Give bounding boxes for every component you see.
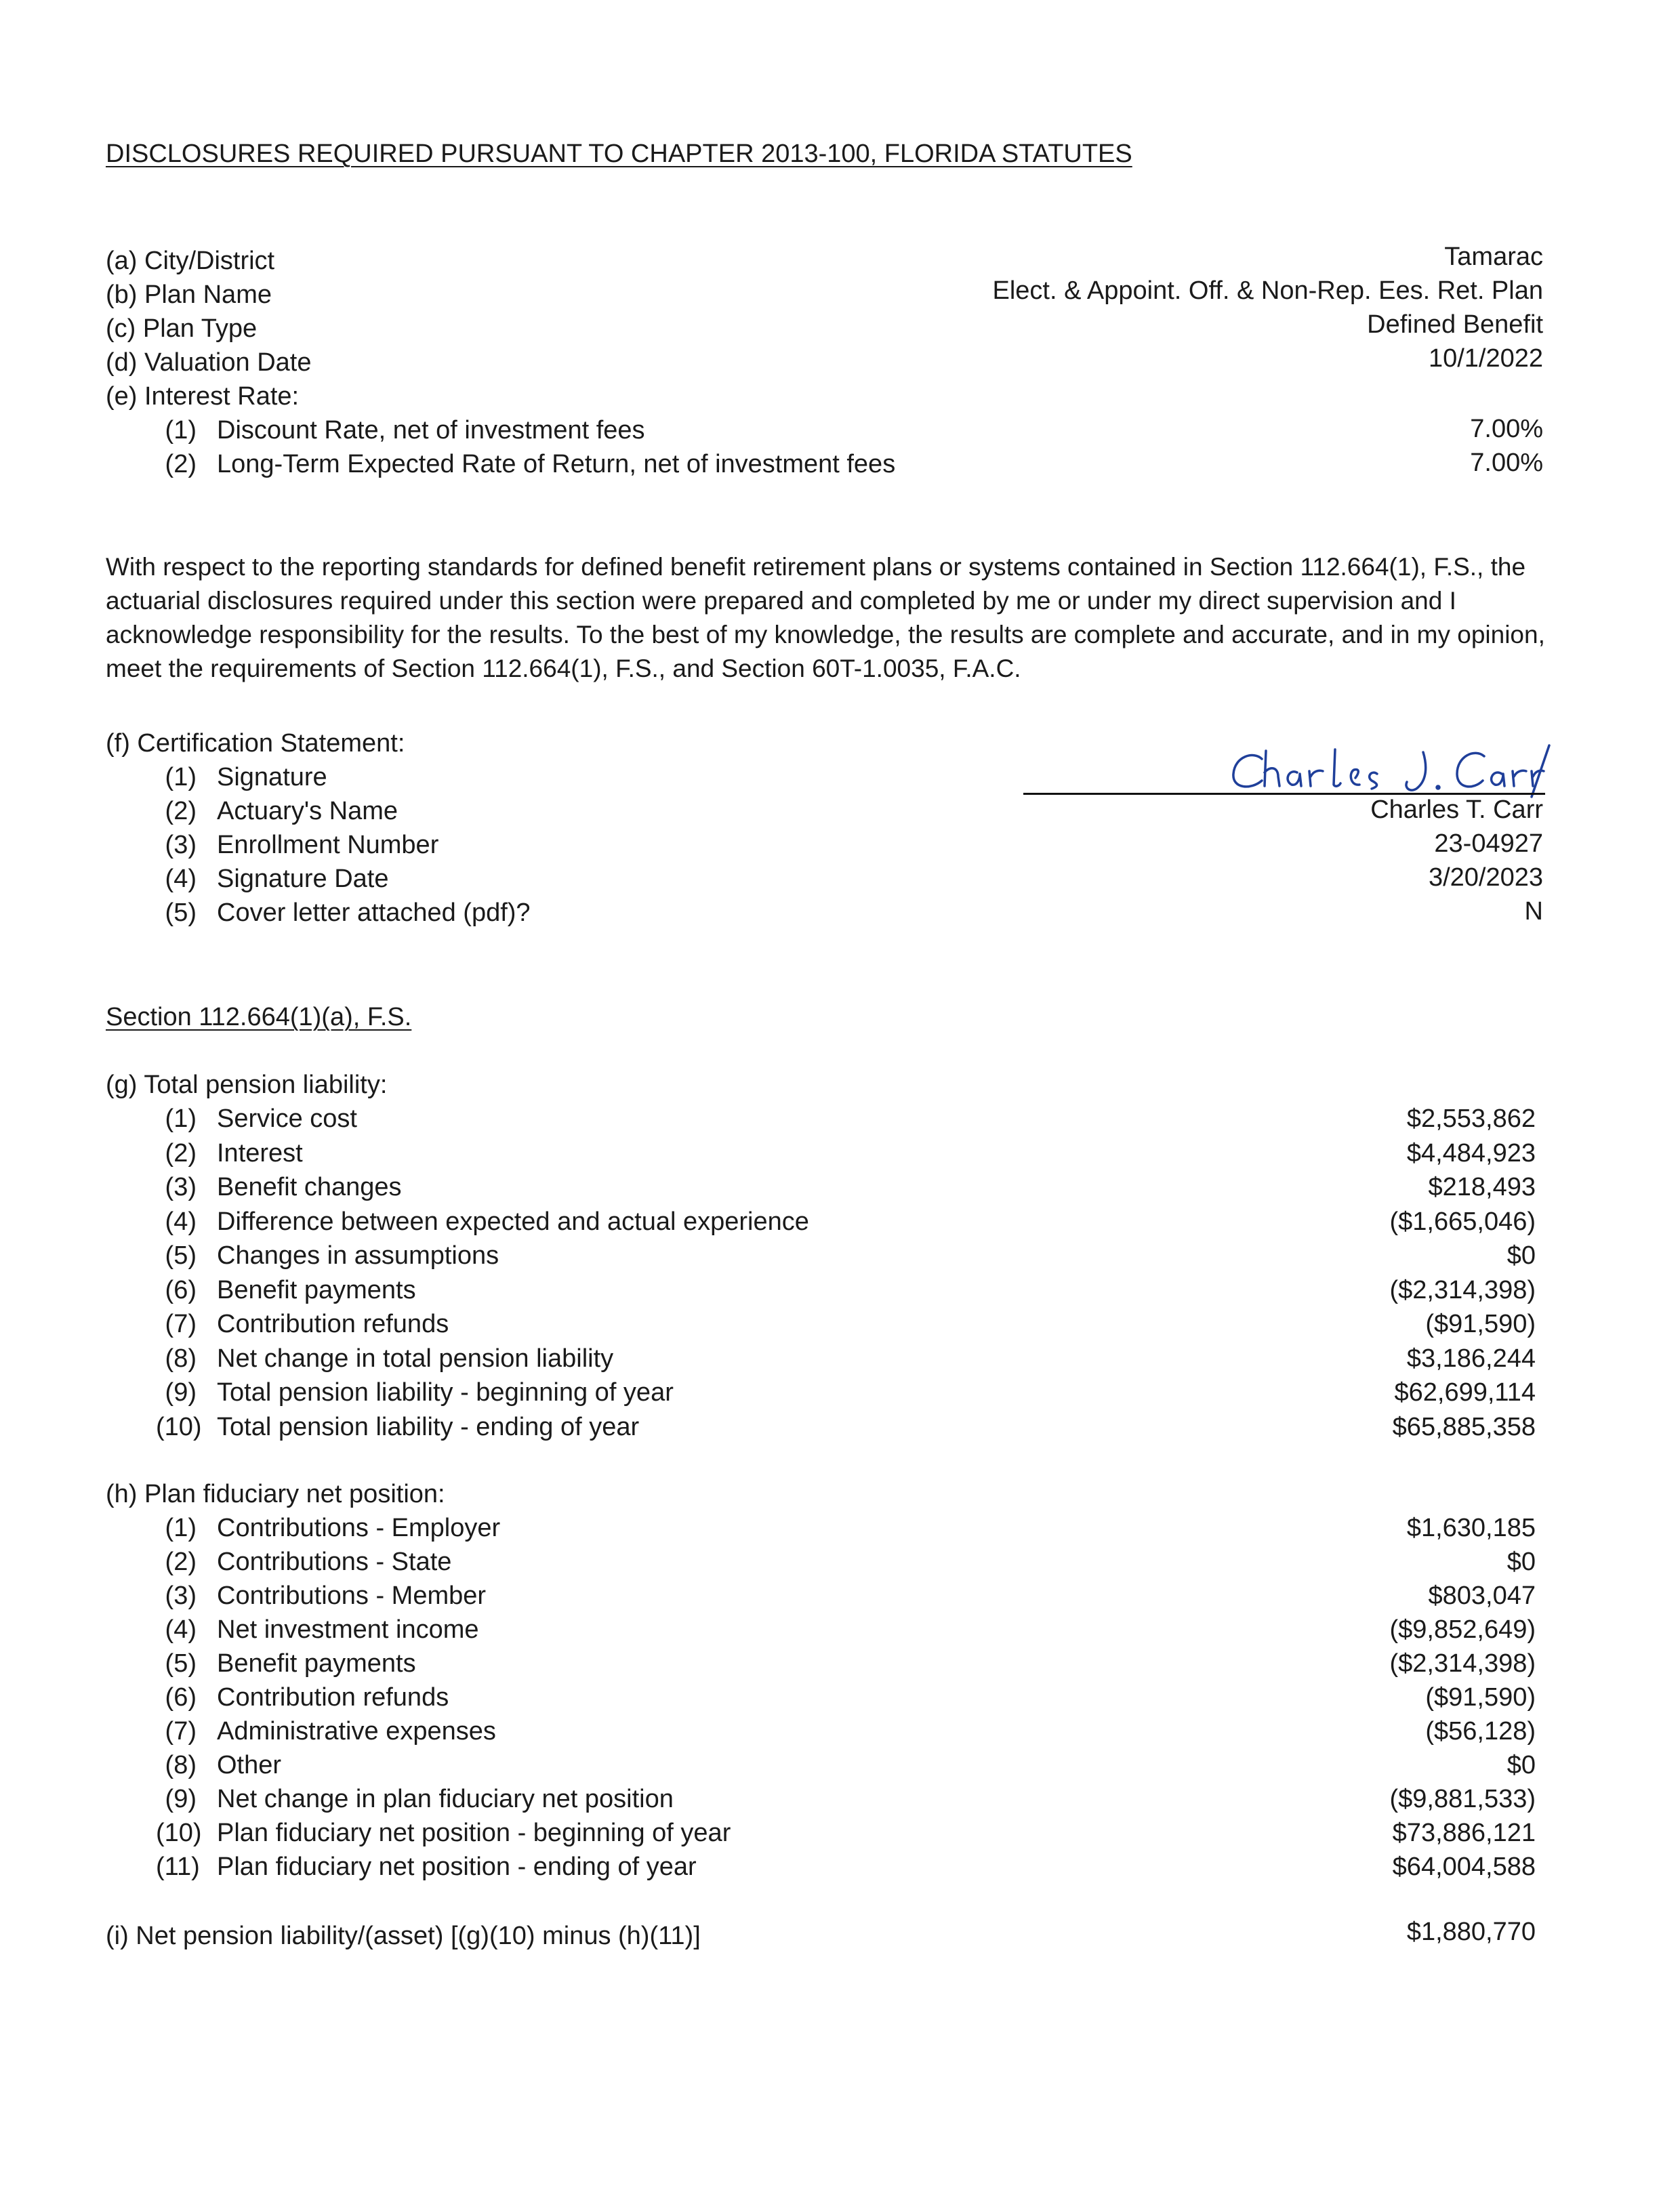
item-number: (11) — [156, 1853, 200, 1881]
item-number: (6) — [165, 1275, 197, 1304]
item-value: 7.00% — [1470, 449, 1543, 477]
item-label: Long-Term Expected Rate of Return, net of investment fees — [217, 450, 896, 478]
item-label: Enrollment Number — [217, 831, 439, 859]
item-number: (9) — [165, 1378, 197, 1407]
certification-paragraph: With respect to the reporting standards for defined benefit retirement plans or systems contained in Section 112.664(1), F.S., the actuarial disclosures required under this section were prepared and completed by me or under my direct supervision and I acknowledge responsibility for the results. To the best of my knowledge, the results are complete and accurate, and in my opinion, meet the requirements of Section 112.664(1), F.S., and Section 60T-1.0035, F.A.C. — [106, 553, 1545, 682]
item-value: $0 — [1507, 1751, 1536, 1779]
item-value: $0 — [1507, 1241, 1536, 1270]
item-number: (8) — [165, 1344, 197, 1373]
info-label: (c) Plan Type — [106, 314, 258, 343]
tpl-row — [0, 1174, 1680, 1208]
item-label: Administrative expenses — [217, 1717, 496, 1746]
item-value: $1,630,185 — [1406, 1514, 1536, 1542]
info-value: 10/1/2022 — [1428, 344, 1543, 373]
item-label: Signature — [217, 763, 327, 791]
item-number: (3) — [165, 1173, 197, 1201]
cert-row-signature — [0, 764, 1680, 798]
item-value: $2,553,862 — [1406, 1105, 1536, 1133]
item-value: ($9,852,649) — [1389, 1615, 1536, 1644]
item-number: (7) — [165, 1717, 197, 1746]
fnp-row — [0, 1786, 1680, 1820]
item-label: Benefit payments — [217, 1649, 416, 1678]
tpl-row — [0, 1414, 1680, 1448]
item-number: (5) — [165, 1241, 197, 1270]
interest-row-expected-return — [0, 451, 1680, 485]
item-label: Benefit changes — [217, 1173, 402, 1201]
item-number: (2) — [165, 1548, 197, 1576]
info-value: Tamarac — [1444, 243, 1543, 271]
item-label: Actuary's Name — [217, 797, 398, 825]
item-value: 7.00% — [1470, 415, 1543, 443]
fnp-row — [0, 1854, 1680, 1888]
item-value: $803,047 — [1428, 1582, 1536, 1610]
item-number: (5) — [165, 899, 197, 927]
item-label: Net change in total pension liability — [217, 1344, 614, 1373]
tpl-heading: (g) Total pension liability: — [106, 1071, 388, 1099]
info-value: Elect. & Appoint. Off. & Non-Rep. Ees. Ret. Plan — [992, 276, 1543, 305]
item-value: ($2,314,398) — [1389, 1275, 1536, 1304]
item-number: (10) — [156, 1819, 202, 1847]
item-number: (3) — [165, 1582, 197, 1610]
info-row-interest-rate — [0, 384, 1680, 417]
item-number: (1) — [165, 763, 197, 791]
cert-row-enrollment-number — [0, 829, 1680, 866]
net-pension-liability-row — [0, 1918, 1680, 1957]
item-number: (1) — [165, 1514, 197, 1542]
item-number: (10) — [156, 1412, 202, 1441]
item-number: (1) — [165, 1105, 197, 1133]
item-value: ($1,665,046) — [1389, 1207, 1536, 1236]
item-value: $3,186,244 — [1406, 1344, 1536, 1373]
item-value: 3/20/2023 — [1428, 863, 1543, 892]
item-value: $0 — [1507, 1548, 1536, 1576]
item-value: Charles T. Carr — [1370, 796, 1543, 824]
item-label: Plan fiduciary net position - beginning of year — [217, 1819, 731, 1847]
item-value: $65,885,358 — [1392, 1412, 1536, 1441]
tpl-row — [0, 1209, 1680, 1243]
item-label: Total pension liability - ending of year — [217, 1412, 640, 1441]
tpl-row — [0, 1243, 1680, 1277]
cert-row-actuary-name — [0, 798, 1680, 832]
item-label: Changes in assumptions — [217, 1241, 499, 1270]
info-value: Defined Benefit — [1367, 310, 1543, 339]
fnp-row — [0, 1549, 1680, 1583]
fnp-row — [0, 1515, 1680, 1549]
item-label: Net change in plan fiduciary net position — [217, 1785, 674, 1813]
npl-label: (i) Net pension liability/(asset) [(g)(10) minus (h)(11)] — [106, 1922, 701, 1950]
cert-row-cover-letter — [0, 897, 1680, 934]
item-number: (2) — [165, 450, 197, 478]
item-number: (3) — [165, 831, 197, 859]
item-label: Service cost — [217, 1105, 357, 1133]
tpl-row — [0, 1380, 1680, 1413]
info-row-valuation-date — [0, 344, 1680, 384]
item-value: N — [1524, 897, 1543, 926]
item-label: Contributions - State — [217, 1548, 452, 1576]
item-number: (1) — [165, 416, 197, 445]
certification-heading: (f) Certification Statement: — [106, 729, 405, 758]
info-label: (b) Plan Name — [106, 281, 272, 309]
item-number: (2) — [165, 797, 197, 825]
item-value: $73,886,121 — [1392, 1819, 1536, 1847]
item-number: (2) — [165, 1138, 197, 1168]
info-label: (a) City/District — [106, 247, 275, 275]
item-number: (7) — [165, 1310, 197, 1338]
fnp-row — [0, 1820, 1680, 1854]
item-number: (6) — [165, 1683, 197, 1712]
item-label: Difference between expected and actual experience — [217, 1207, 809, 1236]
item-number: (5) — [165, 1649, 197, 1678]
tpl-row — [0, 1140, 1680, 1174]
item-value: $64,004,588 — [1392, 1853, 1536, 1881]
tpl-row — [0, 1346, 1680, 1380]
item-number: (9) — [165, 1785, 197, 1813]
item-value: $62,699,114 — [1394, 1378, 1536, 1407]
item-label: Interest — [217, 1138, 303, 1168]
tpl-row — [0, 1311, 1680, 1345]
fnp-row — [0, 1685, 1680, 1718]
item-value: ($91,590) — [1425, 1310, 1536, 1338]
item-value: ($9,881,533) — [1389, 1785, 1536, 1813]
item-value: 23-04927 — [1434, 829, 1543, 858]
fnp-row — [0, 1752, 1680, 1786]
tpl-row — [0, 1277, 1680, 1311]
section-heading: Section 112.664(1)(a), F.S. — [106, 1003, 412, 1031]
item-value: ($56,128) — [1425, 1717, 1536, 1746]
item-number: (4) — [165, 1615, 197, 1644]
item-value: $218,493 — [1428, 1173, 1536, 1201]
fnp-row — [0, 1583, 1680, 1617]
item-label: Contribution refunds — [217, 1310, 449, 1338]
fnp-row — [0, 1651, 1680, 1685]
interest-row-discount — [0, 417, 1680, 451]
item-value: ($91,590) — [1425, 1683, 1536, 1712]
item-label: Contribution refunds — [217, 1683, 449, 1712]
document-title: DISCLOSURES REQUIRED PURSUANT TO CHAPTER 2013-100, FLORIDA STATUTES — [106, 140, 1132, 168]
tpl-row — [0, 1106, 1680, 1140]
fnp-row — [0, 1617, 1680, 1651]
item-number: (4) — [165, 1207, 197, 1236]
item-label: Total pension liability - beginning of year — [217, 1378, 674, 1407]
fnp-heading: (h) Plan fiduciary net position: — [106, 1480, 445, 1508]
item-label: Plan fiduciary net position - ending of year — [217, 1853, 697, 1881]
item-number: (4) — [165, 865, 197, 893]
item-label: Contributions - Employer — [217, 1514, 501, 1542]
item-number: (8) — [165, 1751, 197, 1779]
cert-row-signature-date — [0, 863, 1680, 900]
item-label: Discount Rate, net of investment fees — [217, 416, 645, 445]
item-label: Net investment income — [217, 1615, 479, 1644]
info-label: (d) Valuation Date — [106, 348, 312, 377]
item-label: Cover letter attached (pdf)? — [217, 899, 531, 927]
item-label: Contributions - Member — [217, 1582, 487, 1610]
item-label: Benefit payments — [217, 1275, 416, 1304]
item-value: $4,484,923 — [1406, 1138, 1536, 1168]
fnp-row — [0, 1718, 1680, 1752]
info-label: (e) Interest Rate: — [106, 382, 300, 411]
npl-value: $1,880,770 — [1406, 1918, 1536, 1946]
item-label: Signature Date — [217, 865, 389, 893]
item-value: ($2,314,398) — [1389, 1649, 1536, 1678]
item-label: Other — [217, 1751, 282, 1779]
